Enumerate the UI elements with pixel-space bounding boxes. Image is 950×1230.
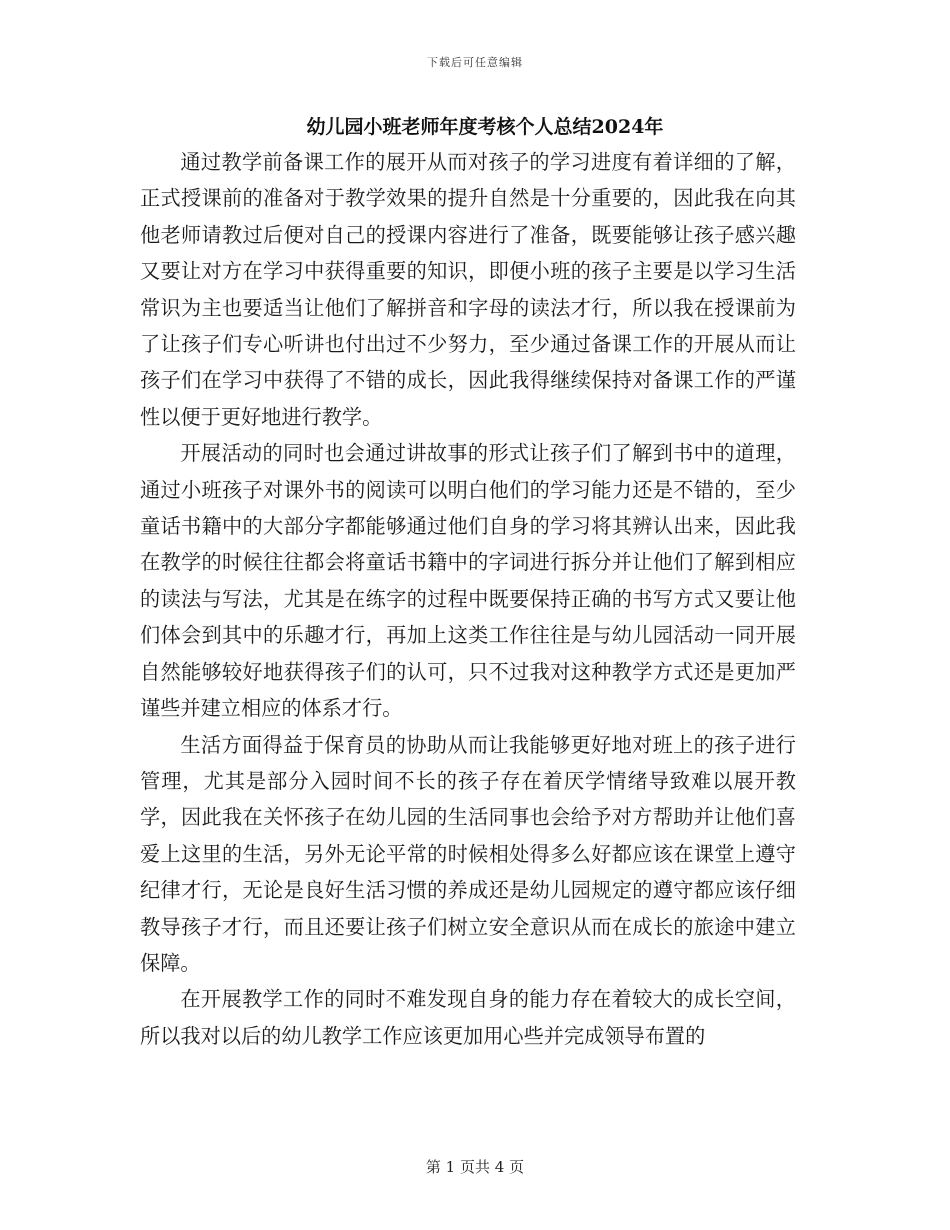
body-paragraph-3: 生活方面得益于保育员的协助从而让我能够更好地对班上的孩子进行管理，尤其是部分入园时间不长的孩子存在着厌学情绪导致难以展开教学，因此我在关怀孩子在幼儿园的生活同事也会给予对方帮助并让他们喜爱上这里的生活，另外无论平常的时候相处得多么好都应该在课堂上遵守纪律才行，无论是良好生活习惯的养成还是幼儿园规定的遵守都应该仔细教导孩子才行，而且还要让孩子们树立安全意识从而在成长的旅途中建立保障。 (140, 732, 796, 975)
body-paragraph-2: 开展活动的同时也会通过讲故事的形式让孩子们了解到书中的道理，通过小班孩子对课外书的阅读可以明白他们的学习能力还是不错的，至少童话书籍中的大部分字都能够通过他们自身的学习将其辨认出来，因此我在教学的时候往往都会将童话书籍中的字词进行拆分并让他们了解到相应的读法与写法，尤其是在练字的过程中既要保持正确的书写方式又要让他们体会到其中的乐趣才行，再加上这类工作往往是与幼儿园活动一同开展自然能够较好地获得孩子们的认可，只不过我对这种教学方式还是更加严谨些并建立相应的体系才行。 (140, 441, 796, 721)
body-paragraph-1: 通过教学前备课工作的展开从而对孩子的学习进度有着详细的了解，正式授课前的准备对于教学效果的提升自然是十分重要的，因此我在向其他老师请教过后便对自己的授课内容进行了准备，既要能够让孩子感兴趣又要让对方在学习中获得重要的知识，即便小班的孩子主要是以学习生活常识为主也要适当让他们了解拼音和字母的读法才行，所以我在授课前为了让孩子们专心听讲也付出过不少努力，至少通过备课工作的开展从而让孩子们在学习中获得了不错的成长，因此我得继续保持对备课工作的严谨性以便于更好地进行教学。 (140, 150, 796, 429)
body-paragraph-4: 在开展教学工作的同时不难发现自身的能力存在着较大的成长空间，所以我对以后的幼儿教学工作应该更加用心些并完成领导布置的 (140, 987, 796, 1048)
page-number-footer: 第 1 页共 4 页 (425, 1158, 525, 1176)
document-title: 幼儿园小班老师年度考核个人总结2024年 (306, 116, 664, 138)
document-body (140, 144, 796, 1054)
page-header-note: 下载后可任意编辑 (427, 56, 523, 69)
